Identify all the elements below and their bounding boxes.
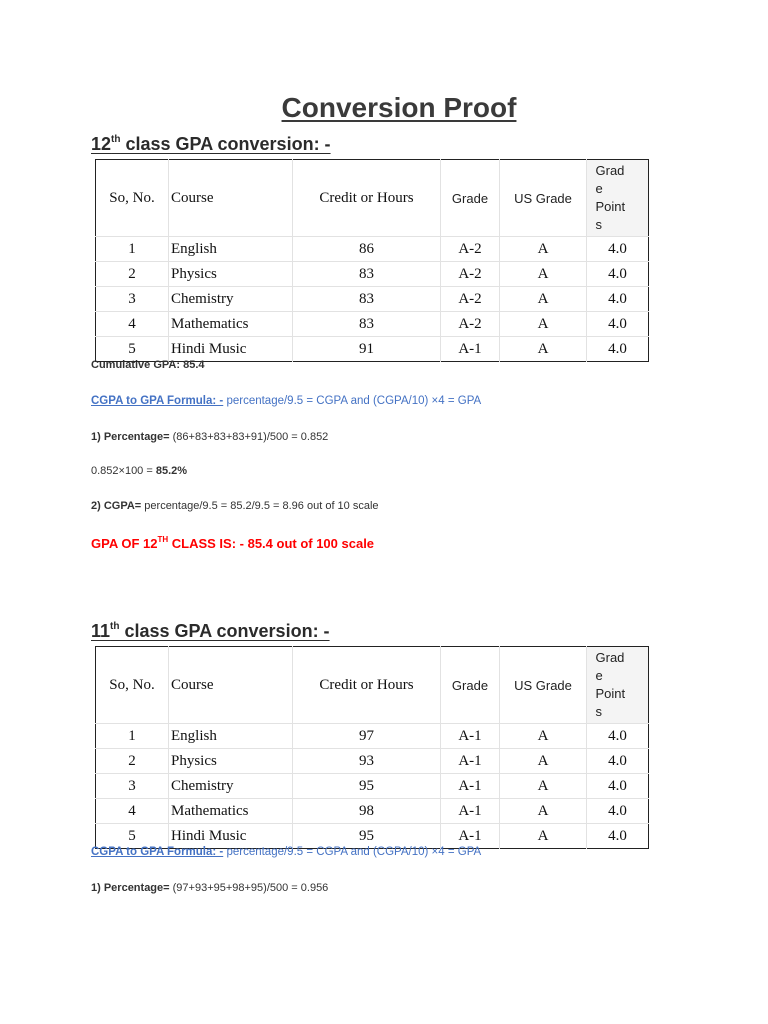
cell-course: Chemistry (169, 287, 293, 312)
cell-grade-points: 4.0 (587, 749, 649, 774)
column-header-credit: Credit or Hours (293, 647, 441, 724)
step-1-percentage-11: 1) Percentage= (97+93+95+98+95)/500 = 0.956 (91, 882, 329, 894)
cell-us-grade: A (500, 749, 587, 774)
cell-sno: 4 (96, 799, 169, 824)
cell-sno: 4 (96, 312, 169, 337)
cell-grade-points: 4.0 (587, 312, 649, 337)
cell-credit: 83 (293, 287, 441, 312)
section-12-heading: 12th class GPA conversion: - (91, 134, 331, 154)
cell-course: Hindi Music (169, 824, 293, 849)
cell-course: Mathematics (169, 799, 293, 824)
section-11-heading: 11th class GPA conversion: - (91, 621, 330, 641)
cell-grade: A-1 (441, 774, 500, 799)
table-row (96, 774, 649, 799)
cell-grade: A-1 (441, 724, 500, 749)
cell-credit: 93 (293, 749, 441, 774)
cell-grade: A-2 (441, 312, 500, 337)
cell-sno: 5 (96, 824, 169, 849)
cell-us-grade: A (500, 312, 587, 337)
cell-course: English (169, 724, 293, 749)
column-header-grade: Grade (441, 160, 500, 237)
cell-sno: 1 (96, 724, 169, 749)
cell-course: Chemistry (169, 774, 293, 799)
cell-sno: 1 (96, 237, 169, 262)
column-header-grade: Grade (441, 647, 500, 724)
table-row (96, 287, 649, 312)
cell-sno: 2 (96, 749, 169, 774)
cell-grade-points: 4.0 (587, 237, 649, 262)
table-row (96, 724, 649, 749)
cell-sno: 2 (96, 262, 169, 287)
cell-grade-points: 4.0 (587, 287, 649, 312)
cell-sno: 5 (96, 337, 169, 362)
column-header-grade-points: Grad e Point s (587, 160, 649, 237)
table-row (96, 799, 649, 824)
cell-course: Hindi Music (169, 337, 293, 362)
cell-us-grade: A (500, 237, 587, 262)
gpa-result-12: GPA OF 12TH CLASS IS: - 85.4 out of 100 scale (91, 535, 375, 551)
formula-line-11: CGPA to GPA Formula: - percentage/9.5 = CGPA and (CGPA/10) ×4 = GPA (91, 846, 482, 858)
cell-credit: 97 (293, 724, 441, 749)
cell-course: Mathematics (169, 312, 293, 337)
table-row (96, 312, 649, 337)
cell-credit: 83 (293, 312, 441, 337)
column-header-grade-points: Grad e Point s (587, 647, 649, 724)
column-header-sno: So, No. (96, 160, 169, 237)
table-row (96, 337, 649, 362)
cell-sno: 3 (96, 774, 169, 799)
cell-grade-points: 4.0 (608, 340, 627, 357)
column-header-course: Course (169, 647, 293, 724)
cell-grade: A-2 (441, 287, 500, 312)
column-header-us-grade: US Grade (500, 160, 587, 237)
cell-course: Physics (169, 749, 293, 774)
cell-grade-points: 4.0 (608, 827, 627, 844)
page-title: Conversion Proof (281, 92, 517, 123)
cell-course: English (169, 237, 293, 262)
formula-line-12: CGPA to GPA Formula: - percentage/9.5 = CGPA and (CGPA/10) ×4 = GPA (91, 395, 482, 407)
column-header-credit: Credit or Hours (293, 160, 441, 237)
cell-grade: A-1 (441, 749, 500, 774)
table-row (96, 749, 649, 774)
table-row (96, 824, 649, 849)
cell-grade: A-1 (441, 337, 500, 362)
cell-grade: A-2 (441, 237, 500, 262)
cell-us-grade: A (500, 262, 587, 287)
cell-grade-points: 4.0 (587, 799, 649, 824)
cell-credit: 95 (293, 824, 441, 849)
column-header-us-grade: US Grade (500, 647, 587, 724)
cell-us-grade: A (500, 724, 587, 749)
column-header-sno: So, No. (96, 647, 169, 724)
step-1b-percent-12: 0.852×100 = 85.2% (91, 465, 188, 477)
cell-us-grade: A (500, 824, 587, 849)
cell-course: Physics (169, 262, 293, 287)
table-row (96, 237, 649, 262)
cell-sno: 3 (96, 287, 169, 312)
cell-grade: A-1 (441, 799, 500, 824)
cell-us-grade: A (500, 287, 587, 312)
cell-credit: 86 (293, 237, 441, 262)
cell-us-grade: A (500, 774, 587, 799)
step-2-cgpa-12: 2) CGPA= percentage/9.5 = 85.2/9.5 = 8.96 out of 10 scale (91, 500, 379, 512)
cell-grade: A-1 (441, 824, 500, 849)
cell-grade: A-2 (441, 262, 500, 287)
cell-credit: 98 (293, 799, 441, 824)
step-1-percentage-12: 1) Percentage= (86+83+83+83+91)/500 = 0.852 (91, 431, 329, 443)
cell-grade-points: 4.0 (587, 774, 649, 799)
table-header-row (96, 160, 649, 237)
cell-us-grade: A (500, 799, 587, 824)
grades-table-12 (95, 159, 649, 362)
table-row (96, 262, 649, 287)
cumulative-gpa: Cumulative GPA: 85.4 (91, 359, 205, 371)
grades-table-11 (95, 646, 649, 849)
cell-credit: 91 (293, 337, 441, 362)
column-header-course: Course (169, 160, 293, 237)
cell-credit: 83 (293, 262, 441, 287)
cell-credit: 95 (293, 774, 441, 799)
cell-grade-points: 4.0 (587, 724, 649, 749)
cell-us-grade: A (500, 337, 587, 362)
cell-grade-points: 4.0 (587, 262, 649, 287)
table-header-row (96, 647, 649, 724)
